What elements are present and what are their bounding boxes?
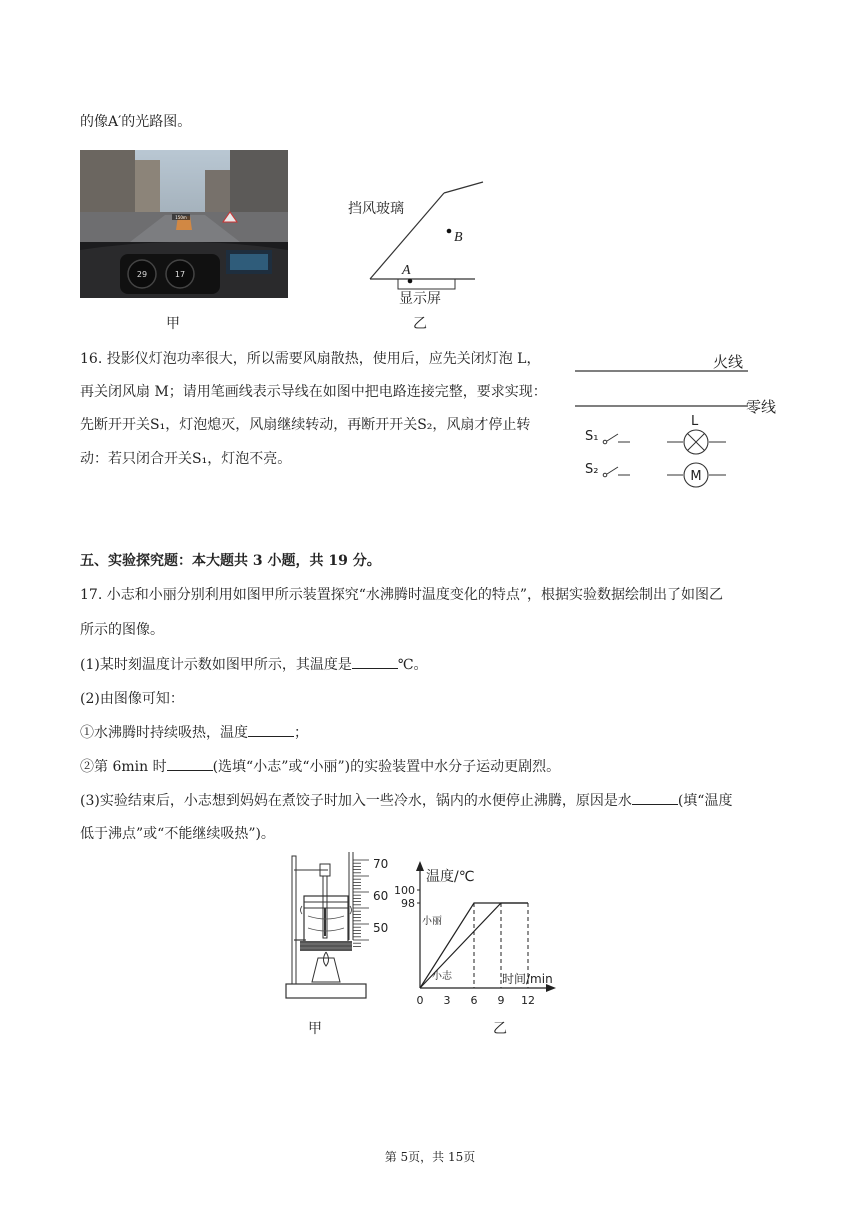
q17-part-2-1 — [80, 722, 308, 743]
y-axis-label: 温度/℃ — [426, 869, 475, 885]
fig17-caption-yi: 乙 — [493, 1021, 507, 1037]
q17-part-3-end: (填“温度 — [677, 793, 733, 809]
section-5-title: 五、实验探究题：本大题共 3 小题，共 19 分。 — [80, 553, 381, 569]
q16-line-2: 再关闭风扇 M；请用笔画线表示导线在如图中把电路连接完整，要求实现： — [80, 384, 547, 400]
fig15-caption-jia: 甲 — [166, 316, 180, 332]
switch-s1-label: S₁ — [585, 429, 599, 444]
q17-part-2-2-end: (选填“小志”或“小丽”)的实验装置中水分子运动更剧烈。 — [212, 759, 561, 775]
q17-part-2-1-end: ； — [294, 725, 308, 741]
y-tick-label: 98 — [401, 897, 415, 910]
x-tick-label: 9 — [497, 994, 505, 1007]
q17-part-1 — [80, 654, 428, 675]
q17-part-2: (2)由图像可知： — [80, 691, 184, 707]
answer-blank-4[interactable] — [632, 790, 678, 805]
motor-label: M — [690, 469, 702, 484]
point-b-label: B — [454, 230, 463, 245]
answer-blank-3[interactable] — [167, 756, 213, 771]
q17-part-2-2-text: ②第 6min 时 — [80, 759, 167, 775]
windshield-label: 挡风玻璃 — [348, 201, 404, 217]
photo-speed-left: 29 — [136, 270, 148, 279]
x-tick-label: 3 — [443, 994, 451, 1007]
neutral-wire-label: 零线 — [746, 398, 777, 416]
q16-line-1: 16. 投影仪灯泡功率很大，所以需要风扇散热，使用后，应先关闭灯泡 L， — [80, 351, 541, 367]
lamp-label: L — [691, 414, 699, 429]
x-tick-label: 12 — [521, 994, 535, 1007]
q17-part-3 — [80, 790, 732, 811]
q16-line-4: 动：若只闭合开关S₁，灯泡不亮。 — [80, 451, 292, 467]
dashboard-photo — [80, 150, 288, 298]
answer-blank-2[interactable] — [248, 722, 294, 737]
fig15-caption-yi: 乙 — [413, 316, 427, 332]
thermo-tick-50: 50 — [373, 921, 389, 935]
windshield-diagram — [340, 175, 490, 310]
q17-part-1-unit: ℃。 — [397, 657, 428, 673]
point-a-label: A — [402, 263, 411, 278]
photo-speed-right: 17 — [174, 270, 186, 279]
display-screen-label: 显示屏 — [399, 291, 441, 307]
thermo-tick-70: 70 — [373, 857, 389, 871]
q17-part-2-1-text: ①水沸腾时持续吸热，温度 — [80, 725, 248, 741]
x-axis-label: 时间/min — [502, 972, 553, 986]
live-wire-label: 火线 — [713, 353, 744, 371]
q17-part-3-text: (3)实验结束后，小志想到妈妈在煮饺子时加入一些冷水，锅内的水便停止沸腾，原因是水 — [80, 793, 632, 809]
top-line: 的像A′的光路图。 — [80, 114, 192, 130]
q17-part-3-line-2: 低于沸点”或“不能继续吸热”)。 — [80, 826, 275, 842]
page-footer: 第 5页，共 15页 — [384, 1150, 476, 1164]
thermo-tick-60: 60 — [373, 889, 389, 903]
series-label-xiaoli: 小丽 — [422, 916, 442, 927]
q16-line-3: 先断开开关S₁，灯泡熄灭，风扇继续转动，再断开开关S₂，风扇才停止转 — [80, 417, 531, 433]
circuit-diagram — [570, 345, 780, 495]
y-tick-label: 100 — [394, 884, 415, 897]
switch-s2-label: S₂ — [585, 462, 599, 477]
temperature-chart — [390, 855, 590, 1015]
y-axis-arrow — [416, 861, 424, 871]
q17-part-2-2 — [80, 756, 560, 777]
answer-blank-1[interactable] — [352, 654, 398, 669]
series-label-xiaozhi: 小志 — [432, 971, 452, 982]
q17-line-1: 17. 小志和小丽分别利用如图甲所示装置探究“水沸腾时温度变化的特点”，根据实验数据绘制出了如图乙 — [80, 587, 724, 603]
q17-part-1-text: (1)某时刻温度计示数如图甲所示，其温度是 — [80, 657, 352, 673]
x-tick-label: 6 — [470, 994, 478, 1007]
fig17-caption-jia: 甲 — [308, 1021, 322, 1037]
photo-distance-text: 150m — [175, 215, 187, 220]
x-tick-label: 0 — [416, 994, 424, 1007]
q17-line-2: 所示的图像。 — [80, 622, 164, 638]
